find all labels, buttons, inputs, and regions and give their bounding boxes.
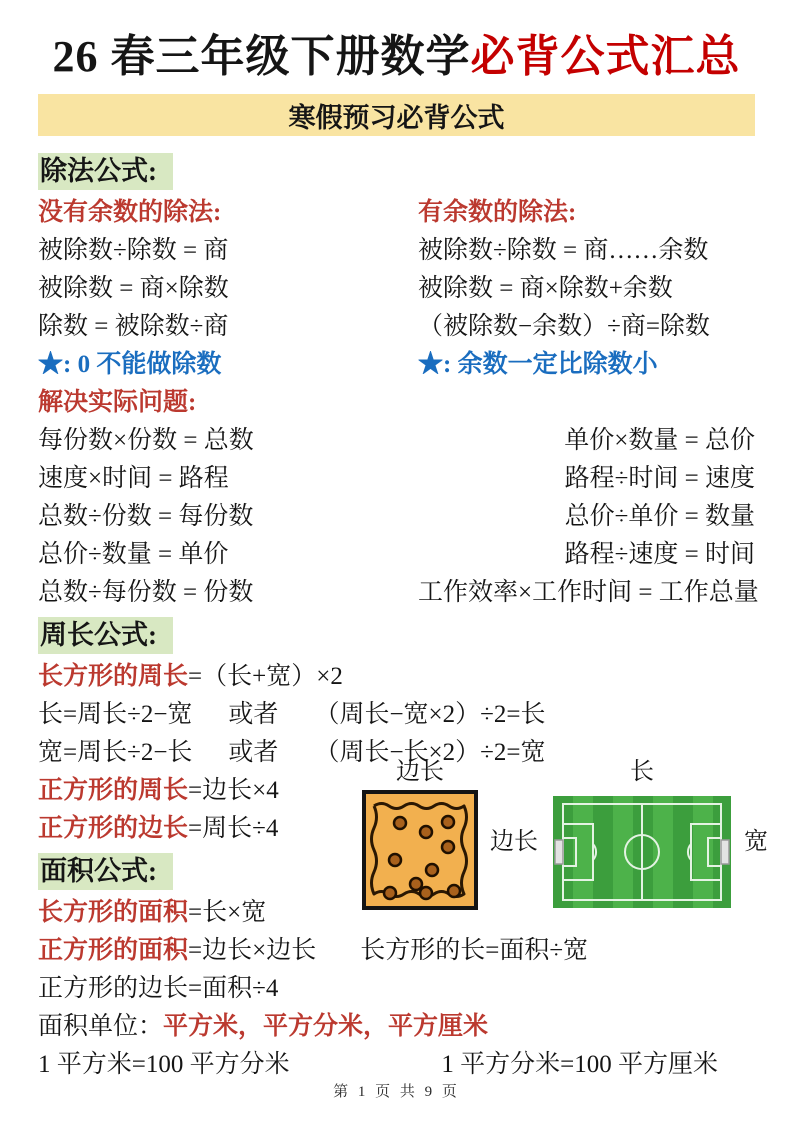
square-perimeter-label: 正方形的周长 — [38, 777, 189, 804]
field-figure — [553, 796, 731, 913]
formula-text: 被除数 = 商×除数+余数 — [418, 275, 673, 302]
formula-text: 总价÷单价 = 数量 — [564, 503, 755, 530]
rect-perimeter-line — [38, 658, 755, 696]
cookie-figure — [362, 790, 478, 915]
soccer-field-illustration — [553, 796, 731, 908]
division-notes — [38, 346, 755, 384]
cookie-square-illustration — [362, 790, 478, 910]
rect-perimeter-label: 长方形的周长 — [38, 663, 189, 690]
rect-area-label: 长方形的面积 — [38, 899, 189, 926]
formula-text: 总价÷数量 = 单价 — [38, 541, 229, 568]
section-division — [38, 148, 755, 384]
or-word: 或者 — [228, 701, 279, 728]
width-formula-a: 宽=周长÷2−长 — [38, 739, 193, 766]
title-black-part: 26 春三年级下册数学 — [52, 32, 471, 81]
field-side-label: 宽 — [744, 829, 768, 855]
formula-text: 每份数×份数 = 总数 — [38, 427, 254, 454]
length-formula-b: （周长−宽×2）÷2=长 — [314, 701, 546, 728]
word-problems-row — [38, 536, 755, 574]
area-units-line — [38, 1008, 755, 1046]
square-area-line — [38, 932, 755, 970]
cookie-top-label: 边长 — [396, 759, 444, 785]
division-subheadings — [38, 194, 755, 232]
square-area-formula: =边长×边长 — [188, 937, 317, 964]
rect-length-formula: 长方形的长=面积÷宽 — [360, 937, 589, 964]
square-perimeter-formula: =边长×4 — [188, 777, 279, 804]
formula-text: 速度×时间 = 路程 — [38, 465, 229, 492]
word-problems-row — [38, 498, 755, 536]
length-formula-a: 长=周长÷2−宽 — [38, 701, 193, 728]
unit-conversion-line — [38, 1046, 718, 1084]
formula-text: 总数÷份数 = 每份数 — [38, 503, 254, 530]
remainder-heading: 有余数的除法: — [418, 199, 577, 226]
word-problems-row — [38, 422, 755, 460]
formula-text: 工作效率×工作时间 = 工作总量 — [418, 579, 759, 606]
no-remainder-heading: 没有余数的除法: — [38, 199, 222, 226]
conversion-left: 1 平方米=100 平方分米 — [38, 1051, 290, 1078]
word-problems-row — [38, 460, 755, 498]
formula-text: 除数 = 被除数÷商 — [38, 313, 229, 340]
subtitle-text: 寒假预习必背公式 — [288, 102, 505, 133]
length-line — [38, 696, 755, 734]
division-row — [38, 232, 755, 270]
area-heading: 面积公式: — [38, 853, 173, 890]
formula-text: 被除数÷除数 = 商……余数 — [418, 237, 709, 264]
division-heading: 除法公式: — [38, 153, 173, 190]
conversion-right: 1 平方分米=100 平方厘米 — [441, 1051, 718, 1078]
page-title — [0, 20, 793, 84]
or-word: 或者 — [228, 739, 279, 766]
field-top-label: 长 — [630, 759, 654, 785]
width-formula-b: （周长−长×2）÷2=宽 — [314, 739, 546, 766]
square-side-label: 正方形的边长 — [38, 815, 189, 842]
rect-area-formula: =长×宽 — [188, 899, 267, 926]
square-side-area-line: 正方形的边长=面积÷4 — [38, 975, 279, 1002]
formula-text: 总数÷每份数 = 份数 — [38, 579, 254, 606]
rect-perimeter-formula: =（长+宽）×2 — [188, 663, 343, 690]
formula-text: 被除数 = 商×除数 — [38, 275, 229, 302]
area-units-label: 面积单位： — [38, 1013, 164, 1040]
word-problems-row — [38, 574, 759, 612]
division-row — [38, 270, 755, 308]
square-side-formula: =周长÷4 — [188, 815, 279, 842]
formula-text: （被除数−余数）÷商=除数 — [418, 313, 710, 340]
formula-text: 单价×数量 = 总价 — [564, 427, 755, 454]
note-remainder-smaller: ★: 余数一定比除数小 — [418, 351, 658, 378]
perimeter-heading: 周长公式: — [38, 617, 173, 654]
word-problems-heading: 解决实际问题: — [38, 389, 197, 416]
title-red-part: 必背公式汇总 — [470, 32, 741, 81]
square-area-label: 正方形的面积 — [38, 937, 189, 964]
formula-text: 路程÷时间 = 速度 — [564, 465, 755, 492]
area-units-values: 平方米，平方分米，平方厘米 — [163, 1013, 489, 1040]
subtitle-banner — [38, 94, 755, 136]
cookie-side-label: 边长 — [490, 829, 538, 855]
section-word-problems — [38, 384, 759, 612]
note-zero-divisor: ★: 0 不能做除数 — [38, 351, 222, 378]
formula-text: 路程÷速度 = 时间 — [564, 541, 755, 568]
division-row — [38, 308, 755, 346]
page-number: 第 1 页 共 9 页 — [333, 1084, 460, 1100]
formula-text: 被除数÷除数 = 商 — [38, 237, 229, 264]
